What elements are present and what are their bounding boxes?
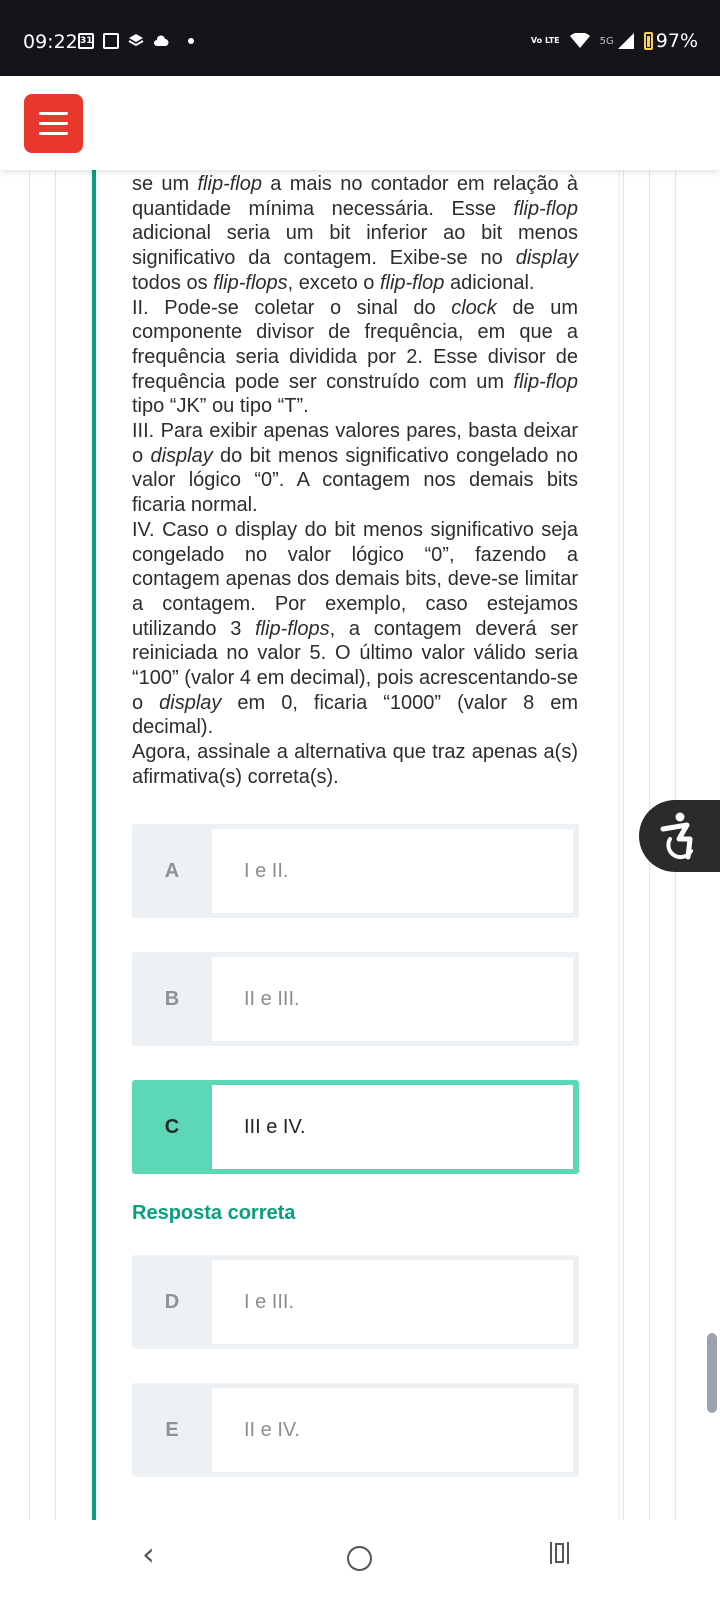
italic-term: flip-flops: [213, 271, 288, 294]
alternative-text: II e IV.: [212, 1388, 573, 1472]
wifi-icon: [570, 33, 590, 49]
alternative-letter: C: [164, 1116, 180, 1138]
alternative-text: I e III.: [212, 1260, 573, 1344]
alternative-text: III e IV.: [212, 1085, 573, 1169]
alternative-letter: B: [164, 988, 180, 1010]
recents-icon[interactable]: [550, 1542, 569, 1564]
italic-term: display: [150, 444, 213, 467]
text-run: Agora, assinale a alternativa que traz apenas a(s) afirmativa(s) correta(s).: [132, 741, 578, 788]
text-run: III. Para exibir apenas valores pares, basta deixar o: [132, 420, 578, 467]
italic-term: clock: [451, 296, 497, 319]
italic-term: flip-flops: [255, 617, 330, 640]
calendar-icon: 31: [78, 33, 94, 49]
italic-term: flip-flop: [197, 173, 262, 195]
text-run: todos os: [132, 271, 214, 294]
network-type: 5G: [599, 35, 614, 47]
accessibility-button[interactable]: [639, 800, 720, 872]
text-run: de um componente divisor de frequência, em que a frequência seria dividida por 2. Esse divisor de frequência pode ser construído com um: [132, 296, 578, 393]
frame-divider: [29, 170, 30, 1520]
alternative-letter: D: [164, 1291, 180, 1313]
alternative-text: II e III.: [212, 957, 573, 1041]
text-run: se um: [132, 173, 198, 195]
app-header: [0, 76, 720, 170]
notification-icons: [78, 33, 194, 49]
question-paragraph: [132, 518, 578, 740]
alternative-text: I e II.: [212, 829, 573, 913]
question-text: [132, 172, 578, 790]
volte-icon: Vo LTE: [530, 36, 560, 45]
hamburger-icon: [39, 112, 68, 115]
scrollbar-thumb[interactable]: [707, 1333, 717, 1413]
accessibility-icon: [657, 811, 703, 861]
text-run: , exceto o: [287, 271, 380, 294]
battery-level: 97%: [655, 30, 698, 52]
alternative-d[interactable]: [132, 1255, 579, 1349]
italic-term: display: [515, 247, 578, 270]
recents-icon-bar: [567, 1542, 569, 1564]
alternative-c[interactable]: [132, 1080, 579, 1174]
more-notifications-dot: [188, 38, 194, 44]
cloud-icon: [153, 33, 169, 49]
italic-term: flip-flop: [379, 271, 445, 294]
status-bar: [0, 0, 720, 76]
text-run: em 0, ficaria “1000” (valor 8 em decimal).: [132, 691, 579, 739]
question-paragraph: [132, 419, 578, 518]
back-icon[interactable]: ‹: [142, 1535, 155, 1573]
home-icon[interactable]: [347, 1546, 372, 1571]
alternative-e[interactable]: [132, 1383, 579, 1477]
question-paragraph: [132, 296, 578, 420]
text-run: II. Pode-se coletar o sinal do: [132, 296, 452, 319]
text-run: do bit menos significativo congelado no valor lógico “0”. A contagem nos demais bits ficaria normal.: [132, 444, 578, 517]
text-run: IV. Caso o display do bit menos significativo seja congelado no valor lógico “0”, fazendo a contagem apenas dos demais bits, deve-se limitar a contagem. Por exemplo, caso estejamos utilizando 3: [132, 518, 578, 640]
alternative-letter: E: [165, 1419, 179, 1441]
battery-icon: [644, 32, 653, 50]
recents-icon-box: [555, 1543, 564, 1563]
recents-icon-bar: [550, 1542, 552, 1564]
layers-icon: [128, 33, 144, 49]
text-run: adicional.: [444, 271, 535, 294]
alternative-letter: A: [164, 860, 180, 882]
system-icons: [531, 30, 698, 52]
italic-term: display: [159, 691, 222, 714]
text-run: adicional seria um bit inferior ao bit menos significativo da contagem. Exibe-se no: [132, 222, 578, 270]
signal-icon: [618, 33, 634, 49]
italic-term: flip-flop: [513, 197, 578, 220]
system-nav-bar: [0, 1520, 720, 1600]
alternative-b[interactable]: [132, 952, 579, 1046]
screen-icon: [103, 33, 119, 49]
italic-term: flip-flop: [513, 370, 578, 393]
frame-divider: [623, 170, 624, 1520]
text-run: tipo “JK” ou tipo “T”.: [132, 395, 309, 418]
text-run: , a contagem deverá ser reiniciada no valor 5. O último valor válido seria “100” (valor 4 em decimal), pois acrescentando-se o: [132, 617, 578, 714]
status-time: 09:22: [23, 31, 78, 53]
text-run: a mais no contador em relação à quantidade mínima necessária. Esse: [132, 173, 578, 220]
hamburger-icon-bar: [39, 122, 68, 125]
question-paragraph: [132, 172, 578, 296]
feedback-correct: Resposta correta: [132, 1202, 296, 1224]
frame-divider: [55, 170, 56, 1520]
hamburger-icon-bar: [39, 132, 68, 135]
question-paragraph: [132, 740, 578, 789]
alternative-a[interactable]: [132, 824, 579, 918]
menu-button[interactable]: [24, 94, 83, 153]
